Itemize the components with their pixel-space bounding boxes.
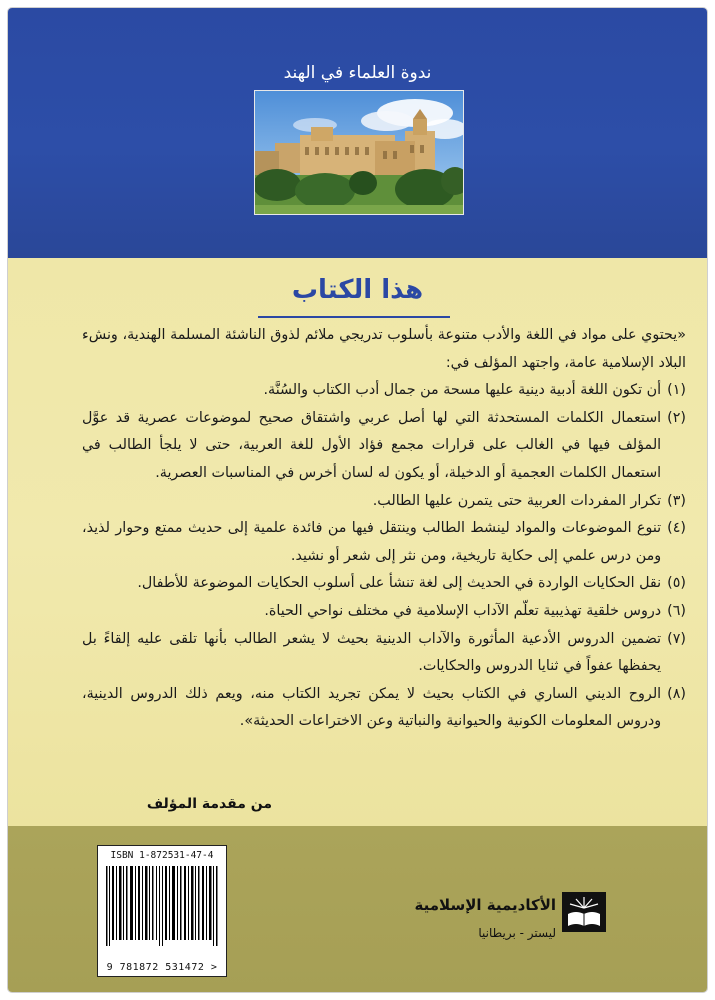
list-item [82,598,686,626]
item-number: (٦) [667,602,686,619]
list-item [82,488,686,516]
barcode-digits: 9 781872 531472 > [106,962,218,973]
item-number: (١) [667,382,686,399]
item-number: (٧) [667,630,686,647]
item-text: أن تكون اللغة أدبية دينية عليها مسحة من جمال أدب الكتاب والسُنَّة. [263,382,662,399]
barcode-icon [104,866,222,958]
list-item [82,377,686,405]
book-description [82,322,686,736]
publisher-place: ليستر - بريطانيا [478,926,556,940]
item-text: نقل الحكايات الواردة في الحديث إلى لغة تنشأ على أسلوب الحكايات الموضوعة للأطفال. [137,575,662,592]
building-photo [254,90,464,215]
isbn-number: ISBN 1-872531-47-4 [110,850,214,861]
publisher-name: الأكاديمية الإسلامية [414,896,556,914]
list-item [82,405,686,488]
top-band [8,8,707,258]
item-number: (٥) [667,575,686,592]
item-number: (٣) [667,492,686,509]
intro-paragraph: «يحتوي على مواد في اللغة والأدب متنوعة بأسلوب تدريجي ملائم لذوق الناشئة المسلمة الهندية، ونشء البلاد الإسلامية عامة، واجتهد المؤلف في: [82,327,686,371]
isbn-barcode [97,845,227,977]
list-item [82,515,686,570]
series-title: ندوة العلماء في الهند [283,63,432,83]
list-item [82,681,686,736]
item-text: تكرار المفردات العربية حتى يتمرن عليها الطالب. [372,492,662,509]
item-text: استعمال الكلمات المستحدثة التي لها أصل عربي واشتقاق صحيح لموضوعات عصرية قد عوَّل المؤلف فيها في الغالب على قرارات مجمع فؤاد الأول للغة العربية، حتى لا يلجأ الطالب في استعمال الكلمات العجمية أو الدخيلة، أو يكون له لسان أخرس في المناسبات العصرية. [82,409,662,481]
attribution: من مقدمة المؤلف [146,796,272,812]
list-item [82,626,686,681]
item-number: (٨) [667,685,686,702]
book-sunrise-icon [562,892,606,932]
item-text: الروح الديني الساري في الكتاب بحيث لا يمكن تجريد الكتاب منه، ويعم ذلك الدروس الدينية، ودروس المعلومات الكونية والحيوانية والنباتية وعن الاختراعات الحديثة». [82,685,662,730]
item-text: تنوع الموضوعات والمواد لينشط الطالب وينتقل فيها من فائدة علمية إلى حديث ممتع وحوار لذيذ، ومن درس علمي إلى حكاية تاريخية، ومن نثر إلى شعر أو نشيد. [82,520,662,564]
section-heading: هذا الكتاب [291,275,424,305]
list-item [82,570,686,598]
heading-underline [258,316,450,318]
item-number: (٢) [667,409,686,426]
item-text: دروس خلقية تهذيبية تعلّم الآداب الإسلامية في مختلف نواحي الحياة. [264,602,662,619]
item-number: (٤) [667,520,686,537]
item-text: تضمين الدروس الأدعية المأثورة والآداب الدينية بحيث لا يشعر الطالب بأنها تلقى عليه إلقاءً بل يحفظها عفواً في ثنايا الدروس والحكايات. [82,630,662,675]
